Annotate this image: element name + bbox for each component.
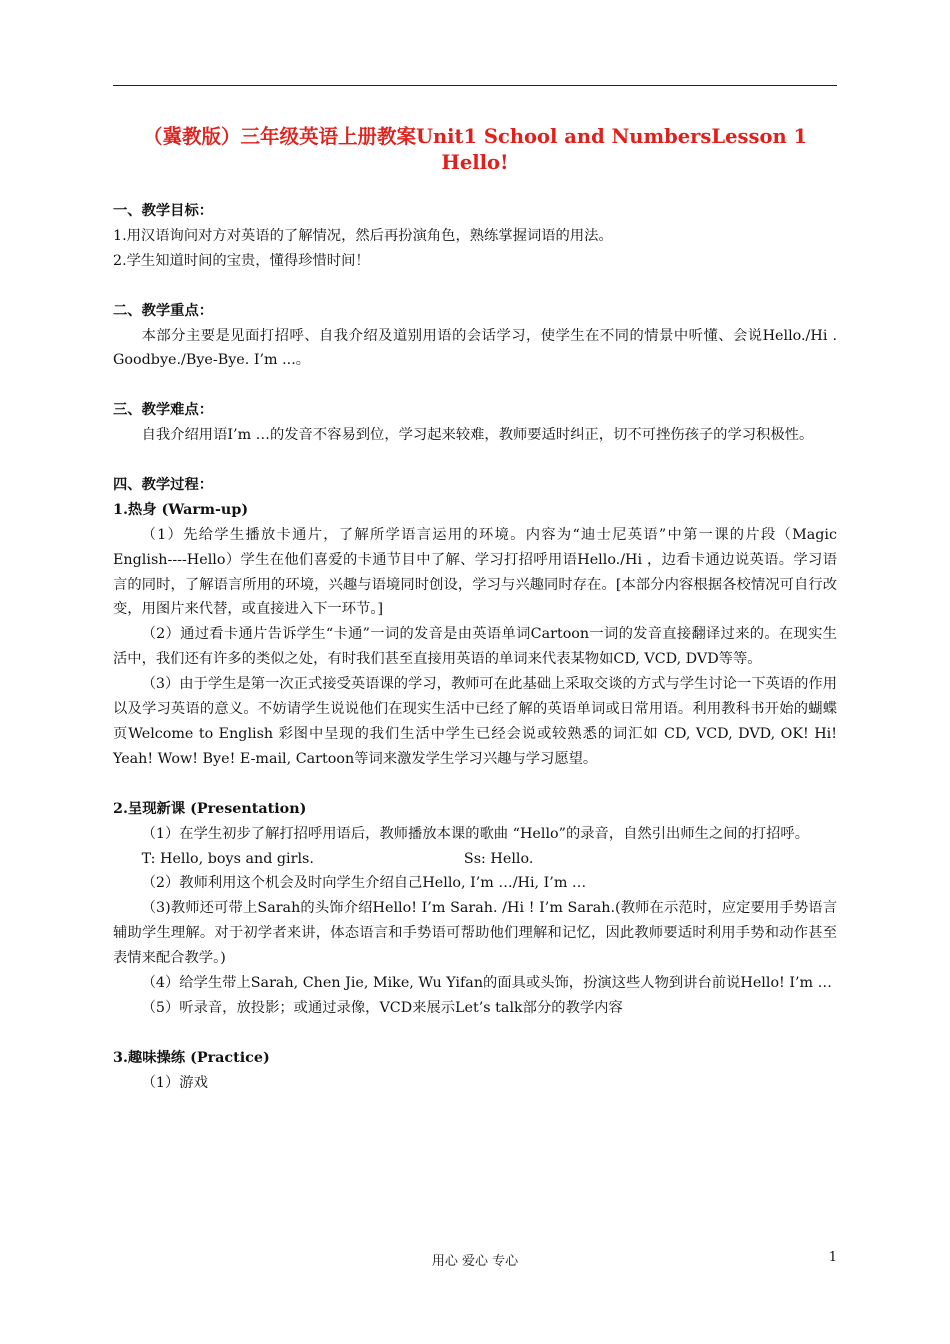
presentation-paragraph-4: （4）给学生带上Sarah, Chen Jie, Mike, Wu Yifan的面具或头饰，扮演这些人物到讲台前说Hello! I’m …	[141, 975, 832, 992]
objective-item-1: 1.用汉语询问对方对英语的了解情况，然后再扮演角色，熟练掌握词语的用法。	[113, 227, 613, 244]
practice-heading: 3.趣味操练 (Practice)	[113, 1049, 270, 1066]
warmup-heading: 1.热身 (Warm-up)	[113, 501, 249, 518]
warmup-paragraph-2: （2）通过看卡通片告诉学生“卡通”一词的发音是由英语单词Cartoon一词的发音直接翻译过来的。在现实生活中，我们还有许多的类似之处，有时我们甚至直接用英语的单词来代表某物如CD, VCD, DVD等等。	[113, 626, 837, 668]
document-body	[113, 199, 837, 1096]
warmup-paragraph-1: （1）先给学生播放卡通片，了解所学语言运用的环境。内容为“迪士尼英语”中第一课的片段（Magic English----Hello）学生在他们喜爱的卡通节目中了解、学习打招呼用语Hello./Hi ，边看卡通边说英语。学习语言的同时，了解语言所用的环境，兴趣与语境同时创设，学习与兴趣同时存在。[本部分内容根据各校情况可自行改变，用图片来代替，或直接进入下一环节。]	[113, 526, 837, 618]
dialog-teacher: T: Hello, boys and girls.	[141, 850, 314, 867]
key-points-text: 本部分主要是见面打招呼、自我介绍及道别用语的会话学习，使学生在不同的情景中听懂、会说Hello./Hi . Goodbye./Bye-Bye. I’m ...。	[113, 327, 837, 369]
objective-item-2: 2.学生知道时间的宝贵，懂得珍惜时间！	[113, 252, 370, 269]
presentation-paragraph-3: （3)教师还可带上Sarah的头饰介绍Hello! I’m Sarah. /Hi ! I’m Sarah.(教师在示范时，应定要用手势语言辅助学生理解。对于初学者来讲，体态语言和手势语可帮助他们理解和记忆，因此教师要适时利用手势和动作甚至表情来配合教学。)	[113, 900, 837, 967]
presentation-heading: 2.呈现新课 (Presentation)	[113, 800, 307, 817]
presentation-paragraph-2: （2）教师利用这个机会及时向学生介绍自己Hello, I’m …/Hi, I’m …	[141, 875, 587, 892]
section-3-heading: 三、教学难点：	[113, 402, 214, 419]
dialog-students: Ss: Hello.	[463, 850, 534, 867]
footer-motto: 用心 爱心 专心	[431, 1254, 519, 1269]
difficulty-text: 自我介绍用语I’m …的发音不容易到位，学习起来较难，教师要适时纠正，切不可挫伤孩子的学习积极性。	[141, 427, 814, 444]
document-title: （冀教版）三年级英语上册教案Unit1 School and NumbersLesson 1 Hello!	[142, 125, 808, 174]
presentation-paragraph-5: （5）听录音，放投影；或通过录像，VCD来展示Let’s talk部分的教学内容	[141, 999, 623, 1016]
presentation-paragraph-1: （1）在学生初步了解打招呼用语后，教师播放本课的歌曲 “Hello”的录音，自然引出师生之间的打招呼。	[141, 825, 809, 842]
section-4-heading: 四、教学过程：	[113, 476, 214, 493]
header-rule	[113, 85, 837, 86]
practice-paragraph-1: （1）游戏	[141, 1074, 208, 1091]
section-2-heading: 二、教学重点：	[113, 302, 214, 319]
dialog-line	[113, 847, 837, 872]
warmup-paragraph-3: （3）由于学生是第一次正式接受英语课的学习，教师可在此基础上采取交谈的方式与学生讨论一下英语的作用以及学习英语的意义。不妨请学生说说他们在现实生活中已经了解的英语单词或日常用语。利用教科书开始的蝴蝶页Welcome to English 彩图中呈现的我们生活中学生已经会说或较熟悉的词汇如 CD, VCD, DVD, OK! Hi! Yeah! Wow! Bye! E-mail, Cartoon等词来激发学生学习兴趣与学习愿望。	[113, 676, 837, 767]
section-1-heading: 一、教学目标：	[113, 203, 214, 219]
page-number: 1	[828, 1250, 837, 1265]
